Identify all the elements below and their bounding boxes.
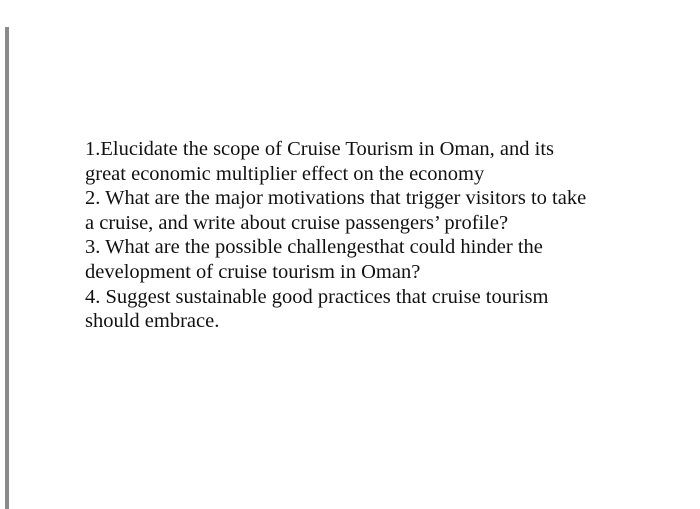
question-1-line-2: great economic multiplier effect on the economy: [85, 162, 485, 185]
question-2-line-2: a cruise, and write about cruise passengers’ profile?: [85, 211, 509, 234]
left-border-bar: [5, 27, 9, 509]
question-3-line-1: 3. What are the possible challengesthat could hinder the: [85, 236, 543, 259]
question-2-line-1: 2. What are the major motivations that trigger visitors to take: [85, 187, 587, 210]
question-4-line-1: 4. Suggest sustainable good practices that cruise tourism: [85, 285, 549, 308]
question-1-line-1: 1.Elucidate the scope of Cruise Tourism in Oman, and its: [85, 138, 555, 160]
question-text-block: [85, 137, 645, 334]
question-3-line-2: development of cruise tourism in Oman?: [85, 260, 421, 283]
question-4-line-2: should embrace.: [85, 310, 220, 333]
